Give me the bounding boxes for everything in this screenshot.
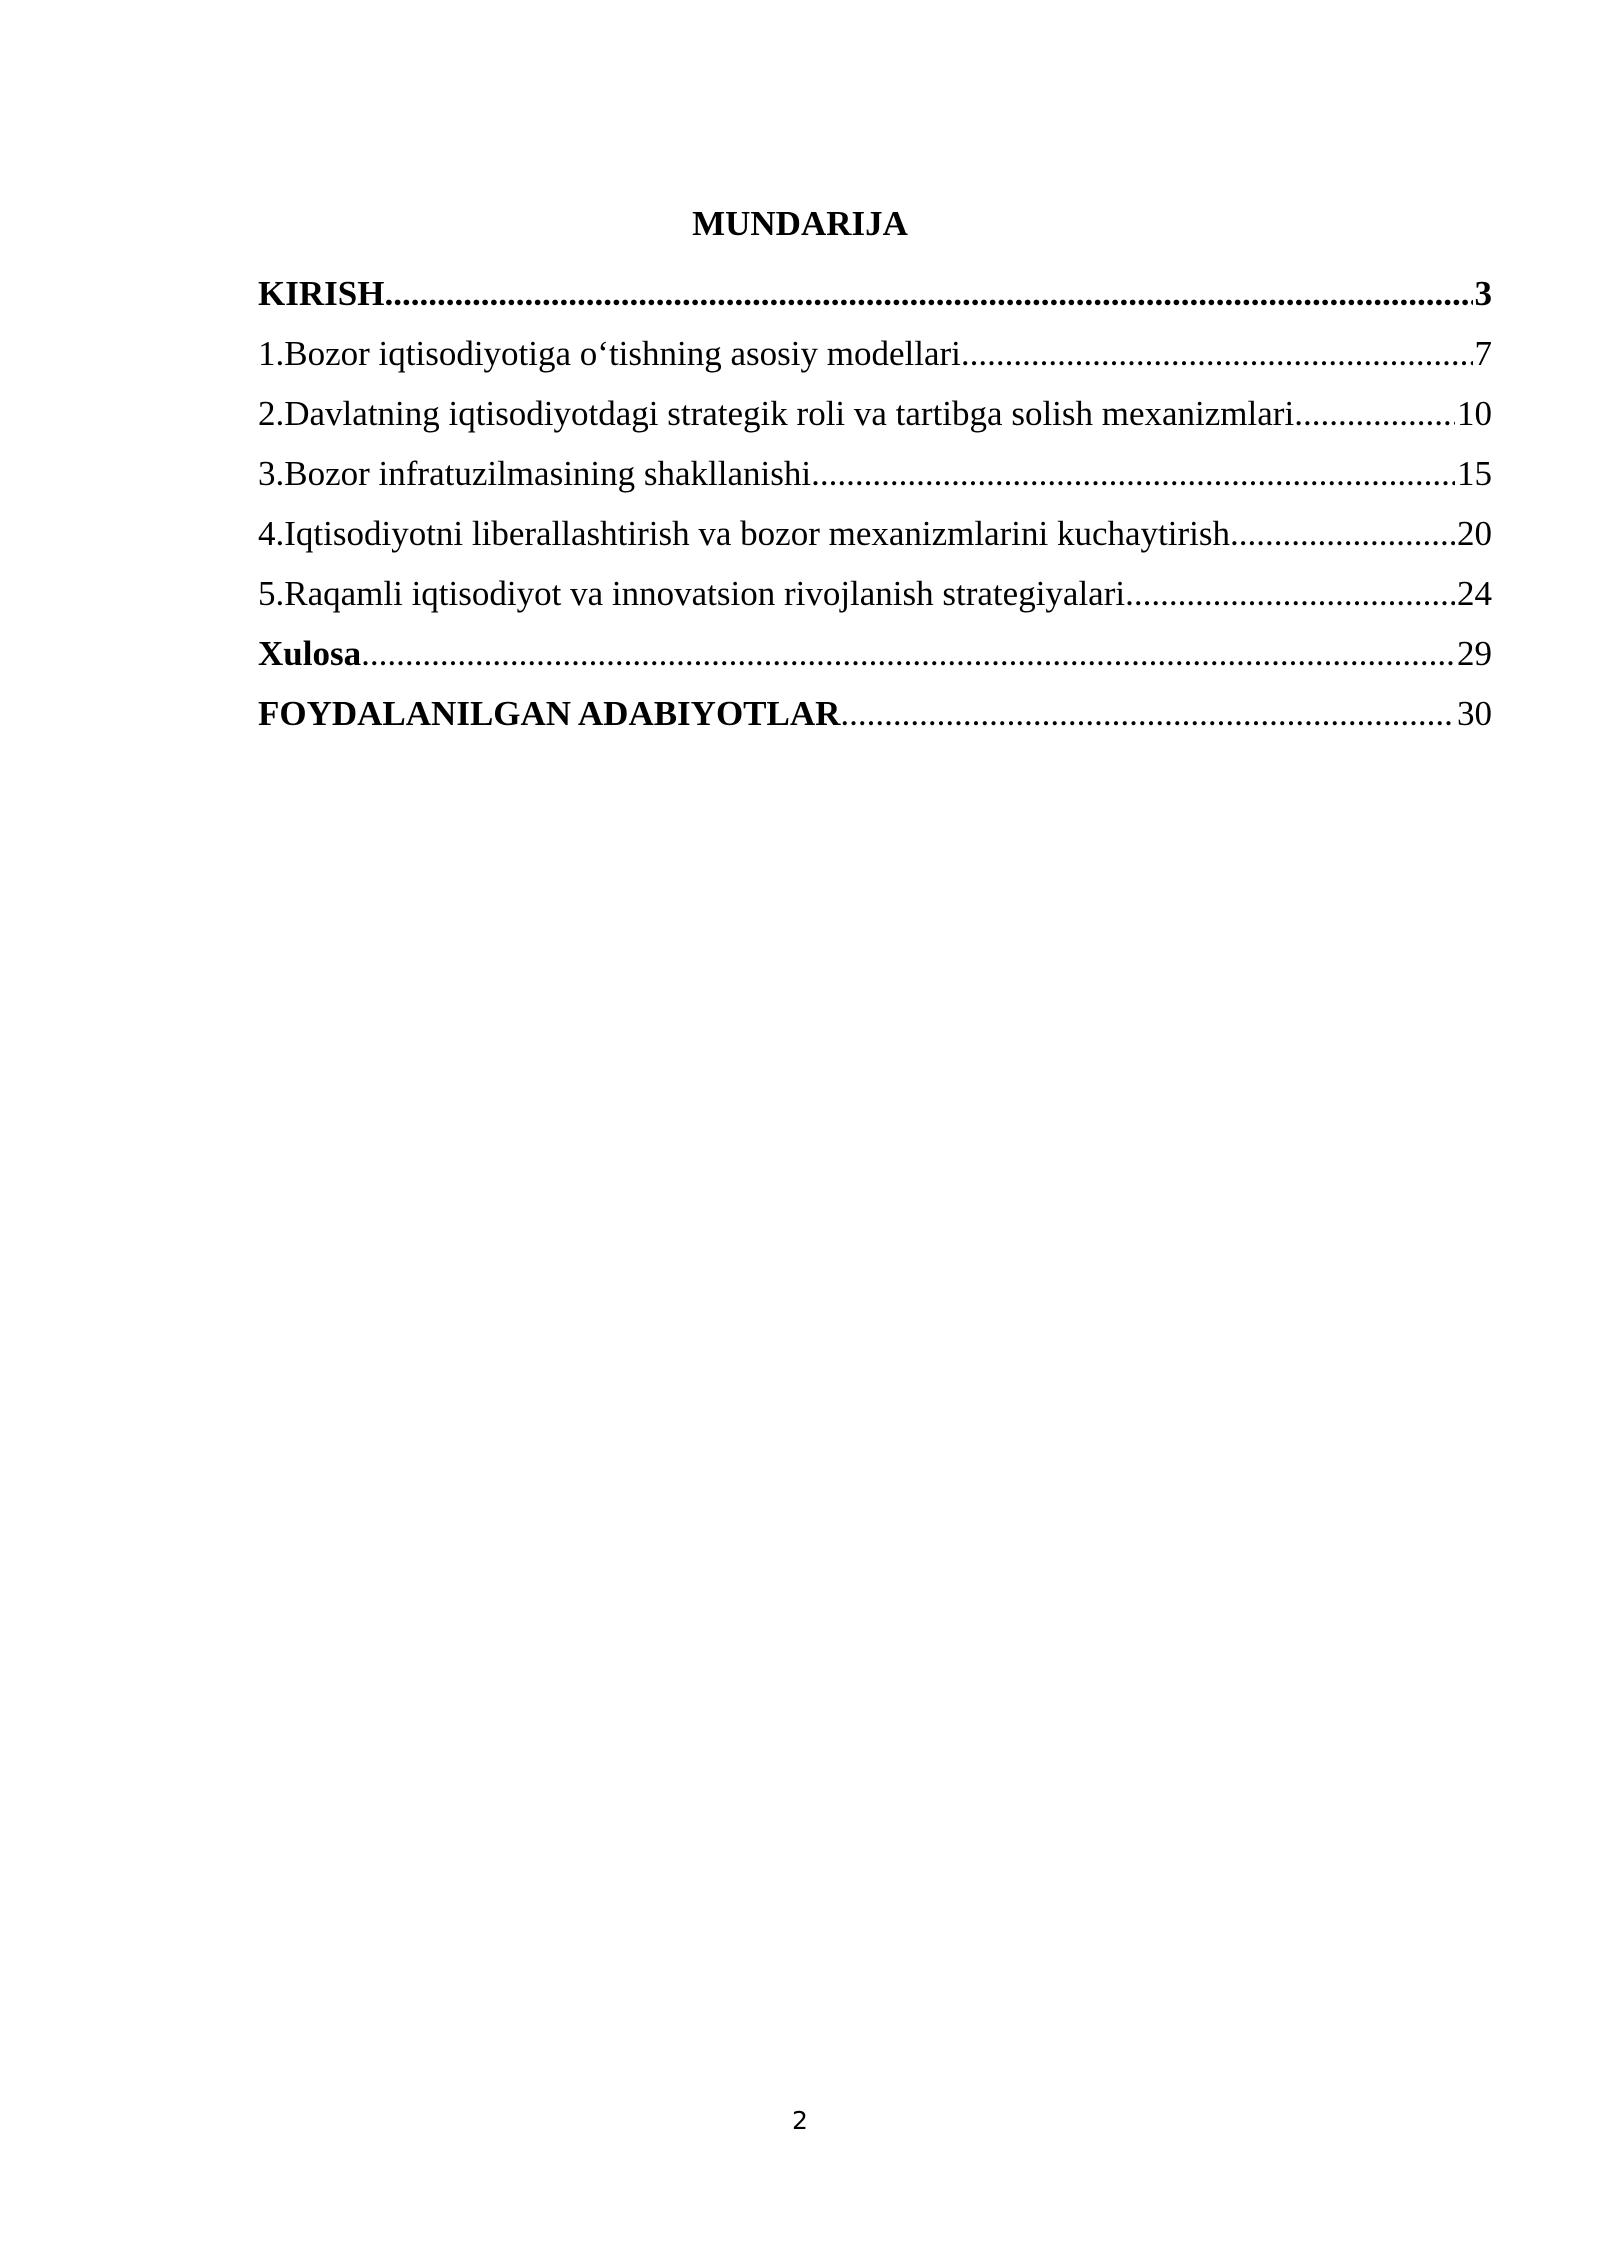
toc-entry-label: FOYDALANILGAN ADABIYOTLAR bbox=[258, 694, 841, 733]
toc-entry-page: 30 bbox=[1457, 694, 1492, 733]
toc-entry-page: 3 bbox=[1474, 274, 1492, 313]
toc-entry-page: 24 bbox=[1457, 574, 1492, 613]
toc-entry-chapter-3[interactable] bbox=[258, 448, 1492, 508]
toc-dot-leader bbox=[1230, 508, 1455, 560]
toc-dot-leader bbox=[840, 688, 1455, 740]
toc-dot-leader bbox=[384, 268, 1472, 320]
toc-entry-label: 5.Raqamli iqtisodiyot va innovatsion rivojlanish strategiyalari bbox=[258, 574, 1126, 613]
toc-entry-label: 1.Bozor iqtisodiyotiga o‘tishning asosiy modellari bbox=[258, 334, 961, 373]
toc-title: MUNDARIJA bbox=[692, 204, 908, 243]
toc-entry-references[interactable] bbox=[258, 688, 1492, 748]
toc-entry-xulosa[interactable] bbox=[258, 628, 1492, 688]
toc-entry-label: Xulosa bbox=[258, 634, 362, 673]
toc-entry-chapter-1[interactable] bbox=[258, 328, 1492, 388]
toc-entry-label: KIRISH bbox=[258, 274, 385, 313]
toc-entry-chapter-4[interactable] bbox=[258, 508, 1492, 568]
toc-dot-leader bbox=[1294, 388, 1455, 440]
toc-entry-chapter-2[interactable] bbox=[258, 388, 1492, 448]
toc-entry-page: 10 bbox=[1457, 394, 1492, 433]
page-number: 2 bbox=[792, 2106, 808, 2135]
toc-dot-leader bbox=[361, 628, 1455, 680]
table-of-contents bbox=[258, 268, 1492, 748]
toc-entry-page: 29 bbox=[1457, 634, 1492, 673]
toc-entry-page: 7 bbox=[1474, 334, 1492, 373]
toc-dot-leader bbox=[961, 328, 1473, 380]
toc-entry-label: 2.Davlatning iqtisodiyotdagi strategik roli va tartibga solish mexanizmlari bbox=[258, 394, 1295, 433]
toc-entry-page: 15 bbox=[1457, 454, 1492, 493]
toc-dot-leader bbox=[1125, 568, 1455, 620]
toc-entry-page: 20 bbox=[1457, 514, 1492, 553]
toc-entry-kirish[interactable] bbox=[258, 268, 1492, 328]
toc-entry-label: 4.Iqtisodiyotni liberallashtirish va bozor mexanizmlarini kuchaytirish bbox=[258, 514, 1231, 553]
toc-entry-label: 3.Bozor infratuzilmasining shakllanishi bbox=[258, 454, 812, 493]
toc-entry-chapter-5[interactable] bbox=[258, 568, 1492, 628]
toc-dot-leader bbox=[811, 448, 1455, 500]
